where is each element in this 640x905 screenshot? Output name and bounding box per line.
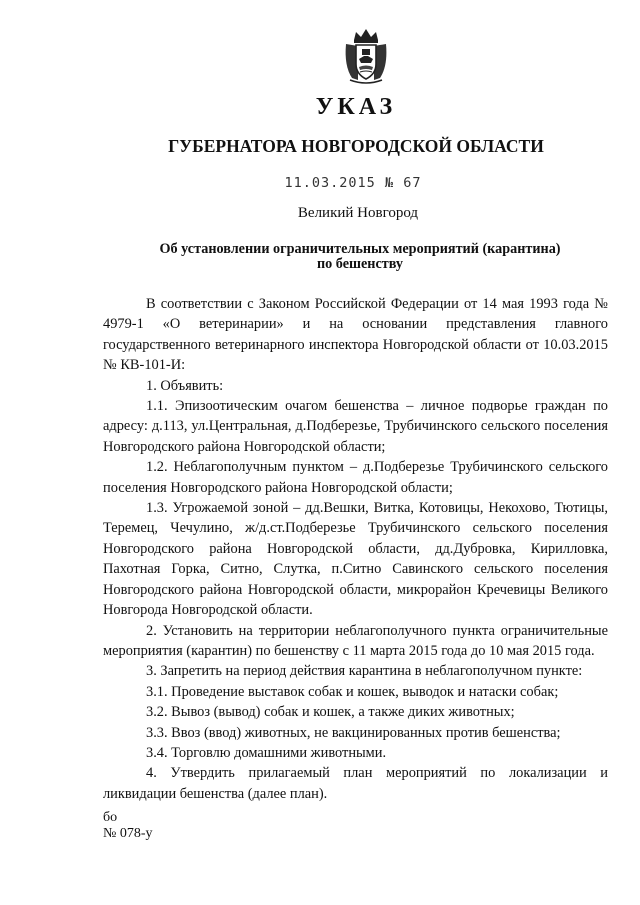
paragraph-1-2: 1.2. Неблагополучным пунктом – д.Подберезье Трубичинского сельского поселения Новгородского района Новгородской области; bbox=[103, 459, 608, 496]
decree-heading bbox=[140, 242, 580, 272]
novgorod-coat-of-arms-icon bbox=[336, 26, 396, 86]
paragraph-3-3: 3.3. Ввоз (ввод) животных, не вакцинированных против бешенства; bbox=[146, 724, 561, 741]
heading-line-2: по бешенству bbox=[316, 256, 403, 272]
paragraph-1: 1. Объявить: bbox=[146, 377, 224, 394]
decree-body bbox=[103, 294, 608, 804]
paragraph-3: 3. Запретить на период действия карантина в неблагополучном пункте: bbox=[146, 663, 583, 680]
paragraph-4: 4. Утвердить прилагаемый план мероприятий по локализации и ликвидации бешенства (далее план). bbox=[103, 765, 608, 802]
paragraph-2: 2. Установить на территории неблагополучного пункта ограничительные мероприятия (карантин) по бешенству с 11 марта 2015 года до 10 мая 2015 года. bbox=[103, 622, 608, 659]
decree-date-number: 11.03.2015 № 67 bbox=[284, 175, 422, 191]
paragraph-preamble: В соответствии с Законом Российской Федерации от 14 мая 1993 года № 4979-1 «О ветеринарии» и на основании представления главного государственного ветеринарного инспектора Новгородской области от 10.03.2015 № КВ-101-И: bbox=[103, 296, 608, 374]
paragraph-3-1: 3.1. Проведение выставок собак и кошек, выводок и натаски собак; bbox=[146, 683, 559, 700]
footer-initials: бо bbox=[103, 810, 118, 825]
paragraph-3-4: 3.4. Торговлю домашними животными. bbox=[146, 744, 387, 761]
document-footer bbox=[103, 810, 153, 842]
decree-issuer: ГУБЕРНАТОРА НОВГОРОДСКОЙ ОБЛАСТИ bbox=[168, 136, 544, 156]
heading-line-1: Об установлении ограничительных мероприятий (карантина) bbox=[159, 241, 561, 257]
decree-title: УКАЗ bbox=[315, 94, 397, 120]
decree-city: Великий Новгород bbox=[297, 205, 419, 221]
footer-reference: № 078-у bbox=[103, 826, 153, 841]
paragraph-3-2: 3.2. Вывоз (вывод) собак и кошек, а также диких животных; bbox=[146, 704, 515, 721]
paragraph-1-3: 1.3. Угрожаемой зоной – дд.Вешки, Витка, Котовицы, Некохово, Тютицы, Теремец, Чечулино, ж/д.ст.Подберезье Трубичинского сельского поселения Новгородского района Новгородской области, дд.Дубровка, Кирилловка, Пахотная Горка, Ситно, Слутка, п.Ситно Савинского сельского поселения Новгородского района Новгородской области, микрорайон Кречевицы Великого Новгорода Новгородской области. bbox=[103, 500, 608, 619]
paragraph-1-1: 1.1. Эпизоотическим очагом бешенства – личное подворье граждан по адресу: д.113, ул.Центральная, д.Подберезье, Трубичинского сельского поселения Новгородского района Новгородской области; bbox=[103, 398, 608, 455]
